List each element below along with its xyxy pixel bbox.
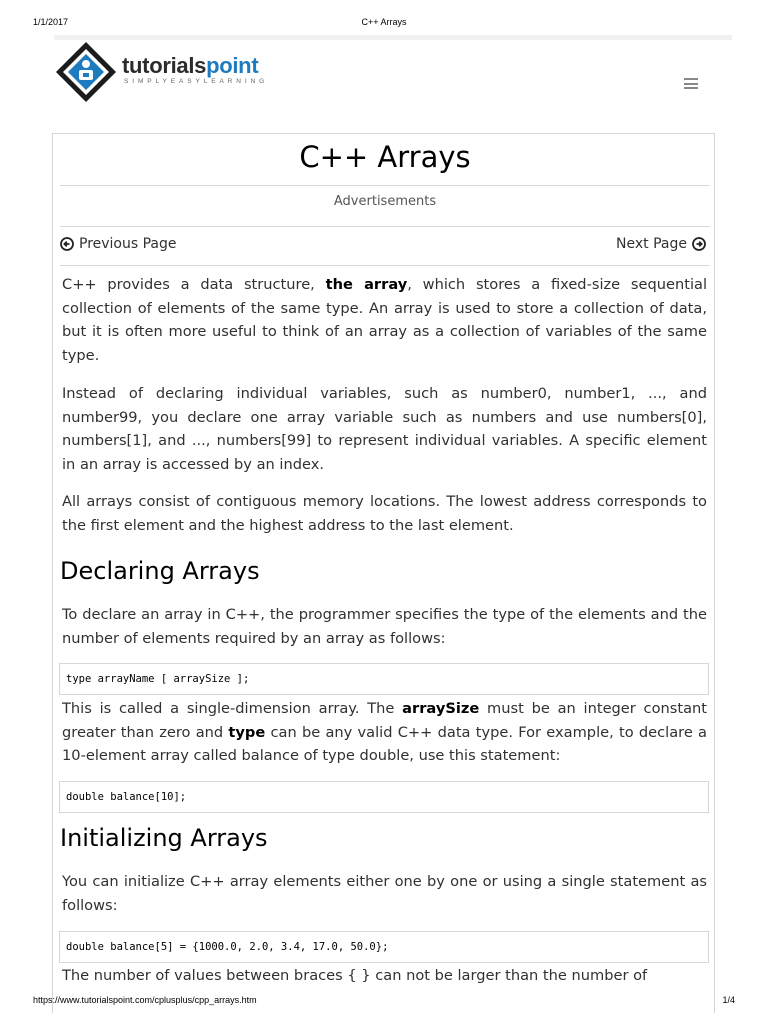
divider (60, 265, 710, 266)
bold-term: the array (325, 276, 408, 293)
initializing-paragraph-1: You can initialize C++ array elements either one by one or using a single statement as follows: (62, 873, 707, 914)
print-url: https://www.tutorialspoint.com/cplusplus/cpp_arrays.htm (33, 995, 257, 1005)
text-span: , which stores a fixed-size sequential collection of elements of the same type. An array is used to store a collection of data, but it is often more useful to think of an array as a collection of variables of the same type. (62, 276, 708, 364)
print-title: C++ Arrays (361, 17, 407, 27)
divider (60, 226, 710, 227)
next-page-label: Next Page (616, 236, 687, 252)
section-heading-initializing: Initializing Arrays (60, 824, 268, 852)
print-header (33, 17, 735, 31)
intro-paragraph-2: Instead of declaring individual variables, such as number0, number1, ..., and number99, you declare one array variable such as numbers and use numbers[0], numbers[1], and ..., numbers[99] to represent individual variables. A specific element in an array is accessed by an index. (62, 385, 707, 473)
advertisements-label: Advertisements (333, 194, 437, 209)
hamburger-menu-icon[interactable] (684, 78, 698, 89)
logo-tagline: SIMPLYEASYLEARNING (124, 78, 269, 85)
declaring-paragraph-2 (62, 697, 707, 768)
logo-emblem-icon (52, 40, 120, 104)
logo-wordmark (122, 54, 258, 78)
intro-paragraph-3: All arrays consist of contiguous memory locations. The lowest address corresponds to the first element and the highest address to the last element. (62, 493, 707, 534)
logo-word-tutorials: tutorials (122, 53, 207, 78)
code-block: type arrayName [ arraySize ]; (59, 663, 709, 695)
code-block: double balance[10]; (59, 781, 709, 813)
section-heading-declaring: Declaring Arrays (60, 557, 260, 585)
print-date: 1/1/2017 (33, 17, 69, 27)
code-block: double balance[5] = {1000.0, 2.0, 3.4, 17.0, 50.0}; (59, 931, 709, 963)
arrow-circle-right-icon (692, 237, 706, 251)
text-span: can be any valid C++ data type. For example, to declare a 10-element array called balance of type double, use this statement: (62, 723, 707, 764)
text-span: must be an integer constant greater than zero and (62, 700, 708, 741)
print-footer (33, 995, 735, 1009)
site-logo[interactable] (52, 40, 302, 104)
bold-term: arraySize (402, 700, 480, 717)
divider (60, 185, 710, 186)
bold-term: type (228, 723, 266, 741)
text-span: This is called a single-dimension array. The (62, 700, 403, 717)
text-span: C++ provides a data structure, (62, 276, 326, 293)
logo-word-point: point (206, 53, 259, 78)
initializing-paragraph-2: The number of values between braces { } can not be larger than the number of (62, 967, 648, 984)
intro-paragraph-1 (62, 273, 707, 367)
print-page-number: 1/4 (722, 995, 735, 1005)
arrow-circle-left-icon (60, 237, 74, 251)
declaring-paragraph-1: To declare an array in C++, the programmer specifies the type of the elements and the number of elements required by an array as follows: (62, 606, 707, 647)
page-title: C++ Arrays (299, 140, 471, 174)
previous-page-label: Previous Page (79, 236, 177, 252)
next-page-link[interactable] (616, 236, 706, 252)
previous-page-link[interactable] (60, 236, 177, 252)
